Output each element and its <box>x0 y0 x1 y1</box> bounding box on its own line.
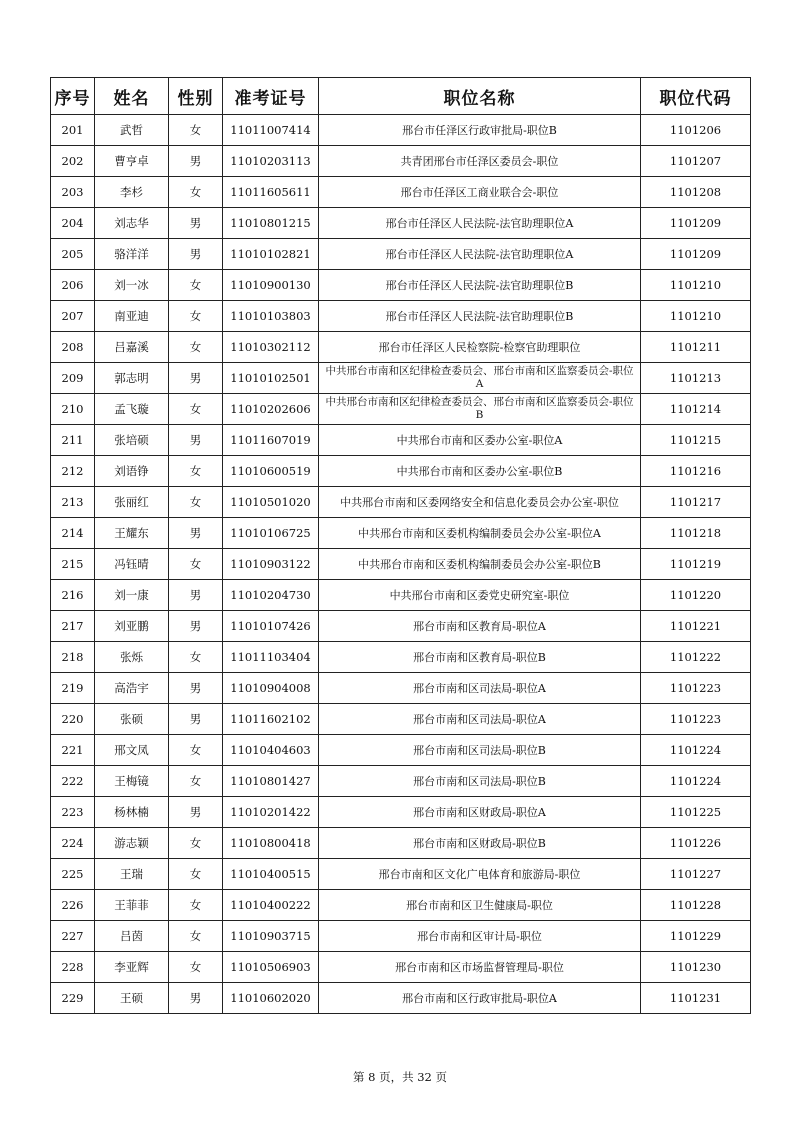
gender-cell: 女 <box>169 115 223 146</box>
position-name-cell: 中共邢台市南和区委机构编制委员会办公室-职位A <box>319 518 641 549</box>
table-row <box>51 797 751 828</box>
document-page <box>50 77 751 1014</box>
name-cell: 王硕 <box>95 983 169 1014</box>
table-row <box>51 921 751 952</box>
name-cell: 南亚迪 <box>95 301 169 332</box>
header-serial: 序号 <box>51 78 95 115</box>
position-code-cell: 1101218 <box>641 518 751 549</box>
position-name-cell: 邢台市任泽区工商业联合会-职位 <box>319 177 641 208</box>
serial-cell: 213 <box>51 487 95 518</box>
gender-cell: 女 <box>169 487 223 518</box>
gender-cell: 女 <box>169 456 223 487</box>
table-row <box>51 394 751 425</box>
position-code-cell: 1101209 <box>641 208 751 239</box>
table-row <box>51 890 751 921</box>
position-name-cell: 中共邢台市南和区纪律检查委员会、邢台市南和区监察委员会-职位B <box>319 394 641 425</box>
position-code-cell: 1101227 <box>641 859 751 890</box>
serial-cell: 224 <box>51 828 95 859</box>
page-footer: 第 8 页，共 32 页 <box>352 1070 448 1084</box>
serial-cell: 209 <box>51 363 95 394</box>
position-name-cell: 中共邢台市南和区纪律检查委员会、邢台市南和区监察委员会-职位A <box>319 363 641 394</box>
position-code-cell: 1101220 <box>641 580 751 611</box>
table-row <box>51 611 751 642</box>
exam-id-cell: 11011602102 <box>223 704 319 735</box>
name-cell: 张培硕 <box>95 425 169 456</box>
position-name-cell: 中共邢台市南和区委党史研究室-职位 <box>319 580 641 611</box>
position-name-cell: 邢台市南和区司法局-职位B <box>319 766 641 797</box>
exam-id-cell: 11010107426 <box>223 611 319 642</box>
name-cell: 吕茵 <box>95 921 169 952</box>
serial-cell: 206 <box>51 270 95 301</box>
serial-cell: 216 <box>51 580 95 611</box>
name-cell: 孟飞璇 <box>95 394 169 425</box>
position-code-cell: 1101214 <box>641 394 751 425</box>
table-row <box>51 673 751 704</box>
position-name-cell: 邢台市任泽区人民法院-法官助理职位A <box>319 239 641 270</box>
table-row <box>51 580 751 611</box>
table-row <box>51 456 751 487</box>
exam-id-cell: 11010203113 <box>223 146 319 177</box>
name-cell: 李杉 <box>95 177 169 208</box>
table-row <box>51 115 751 146</box>
exam-id-cell: 11010404603 <box>223 735 319 766</box>
position-name-cell: 邢台市南和区审计局-职位 <box>319 921 641 952</box>
table-row <box>51 766 751 797</box>
serial-cell: 211 <box>51 425 95 456</box>
name-cell: 刘志华 <box>95 208 169 239</box>
position-name-cell: 邢台市南和区司法局-职位A <box>319 704 641 735</box>
position-code-cell: 1101217 <box>641 487 751 518</box>
exam-id-cell: 11011607019 <box>223 425 319 456</box>
gender-cell: 女 <box>169 301 223 332</box>
table-row <box>51 735 751 766</box>
gender-cell: 女 <box>169 766 223 797</box>
position-code-cell: 1101223 <box>641 673 751 704</box>
header-exam-id: 准考证号 <box>223 78 319 115</box>
serial-cell: 214 <box>51 518 95 549</box>
name-cell: 刘亚鹏 <box>95 611 169 642</box>
serial-cell: 225 <box>51 859 95 890</box>
position-name-cell: 邢台市任泽区人民法院-法官助理职位B <box>319 301 641 332</box>
position-code-cell: 1101224 <box>641 766 751 797</box>
name-cell: 张硕 <box>95 704 169 735</box>
gender-cell: 男 <box>169 580 223 611</box>
gender-cell: 女 <box>169 177 223 208</box>
position-code-cell: 1101224 <box>641 735 751 766</box>
exam-id-cell: 11011605611 <box>223 177 319 208</box>
exam-id-cell: 11010201422 <box>223 797 319 828</box>
table-row <box>51 642 751 673</box>
gender-cell: 女 <box>169 332 223 363</box>
table-row <box>51 146 751 177</box>
position-name-cell: 邢台市南和区文化广电体育和旅游局-职位 <box>319 859 641 890</box>
name-cell: 李亚辉 <box>95 952 169 983</box>
serial-cell: 201 <box>51 115 95 146</box>
gender-cell: 男 <box>169 673 223 704</box>
exam-id-cell: 11011103404 <box>223 642 319 673</box>
position-code-cell: 1101231 <box>641 983 751 1014</box>
exam-id-cell: 11010600519 <box>223 456 319 487</box>
exam-id-cell: 11010903715 <box>223 921 319 952</box>
gender-cell: 男 <box>169 704 223 735</box>
exam-id-cell: 11010204730 <box>223 580 319 611</box>
position-code-cell: 1101211 <box>641 332 751 363</box>
position-code-cell: 1101222 <box>641 642 751 673</box>
gender-cell: 男 <box>169 208 223 239</box>
name-cell: 刘一康 <box>95 580 169 611</box>
gender-cell: 男 <box>169 425 223 456</box>
table-header-row <box>51 78 751 115</box>
position-name-cell: 共青团邢台市任泽区委员会-职位 <box>319 146 641 177</box>
header-name: 姓名 <box>95 78 169 115</box>
table-row <box>51 270 751 301</box>
position-code-cell: 1101208 <box>641 177 751 208</box>
position-code-cell: 1101228 <box>641 890 751 921</box>
exam-id-cell: 11010800418 <box>223 828 319 859</box>
position-code-cell: 1101210 <box>641 301 751 332</box>
gender-cell: 女 <box>169 859 223 890</box>
serial-cell: 219 <box>51 673 95 704</box>
exam-id-cell: 11010506903 <box>223 952 319 983</box>
serial-cell: 210 <box>51 394 95 425</box>
serial-cell: 228 <box>51 952 95 983</box>
name-cell: 王耀东 <box>95 518 169 549</box>
name-cell: 张丽红 <box>95 487 169 518</box>
position-name-cell: 邢台市南和区卫生健康局-职位 <box>319 890 641 921</box>
position-code-cell: 1101209 <box>641 239 751 270</box>
gender-cell: 男 <box>169 239 223 270</box>
exam-id-cell: 11010106725 <box>223 518 319 549</box>
serial-cell: 203 <box>51 177 95 208</box>
exam-id-cell: 11010904008 <box>223 673 319 704</box>
position-code-cell: 1101210 <box>641 270 751 301</box>
position-name-cell: 中共邢台市南和区委办公室-职位B <box>319 456 641 487</box>
position-code-cell: 1101215 <box>641 425 751 456</box>
serial-cell: 221 <box>51 735 95 766</box>
name-cell: 骆洋洋 <box>95 239 169 270</box>
exam-id-cell: 11010501020 <box>223 487 319 518</box>
name-cell: 王瑞 <box>95 859 169 890</box>
exam-id-cell: 11011007414 <box>223 115 319 146</box>
name-cell: 杨林楠 <box>95 797 169 828</box>
position-name-cell: 邢台市南和区行政审批局-职位A <box>319 983 641 1014</box>
serial-cell: 227 <box>51 921 95 952</box>
table-row <box>51 549 751 580</box>
position-code-cell: 1101219 <box>641 549 751 580</box>
exam-id-cell: 11010900130 <box>223 270 319 301</box>
serial-cell: 226 <box>51 890 95 921</box>
gender-cell: 男 <box>169 518 223 549</box>
serial-cell: 215 <box>51 549 95 580</box>
name-cell: 邢文凤 <box>95 735 169 766</box>
exam-id-cell: 11010400222 <box>223 890 319 921</box>
serial-cell: 218 <box>51 642 95 673</box>
gender-cell: 男 <box>169 983 223 1014</box>
gender-cell: 女 <box>169 394 223 425</box>
position-name-cell: 邢台市任泽区行政审批局-职位B <box>319 115 641 146</box>
gender-cell: 男 <box>169 797 223 828</box>
table-row <box>51 983 751 1014</box>
table-row <box>51 239 751 270</box>
position-code-cell: 1101213 <box>641 363 751 394</box>
gender-cell: 女 <box>169 828 223 859</box>
gender-cell: 女 <box>169 642 223 673</box>
table-row <box>51 952 751 983</box>
gender-cell: 男 <box>169 146 223 177</box>
position-name-cell: 中共邢台市南和区委办公室-职位A <box>319 425 641 456</box>
position-code-cell: 1101206 <box>641 115 751 146</box>
exam-id-cell: 11010801427 <box>223 766 319 797</box>
position-name-cell: 中共邢台市南和区委网络安全和信息化委员会办公室-职位 <box>319 487 641 518</box>
position-code-cell: 1101223 <box>641 704 751 735</box>
name-cell: 王梅镜 <box>95 766 169 797</box>
table-row <box>51 859 751 890</box>
position-name-cell: 邢台市南和区教育局-职位B <box>319 642 641 673</box>
table-row <box>51 332 751 363</box>
gender-cell: 女 <box>169 952 223 983</box>
exam-id-cell: 11010102501 <box>223 363 319 394</box>
gender-cell: 女 <box>169 921 223 952</box>
exam-id-cell: 11010903122 <box>223 549 319 580</box>
position-name-cell: 邢台市南和区市场监督管理局-职位 <box>319 952 641 983</box>
table-row <box>51 828 751 859</box>
position-name-cell: 邢台市任泽区人民检察院-检察官助理职位 <box>319 332 641 363</box>
position-code-cell: 1101216 <box>641 456 751 487</box>
serial-cell: 223 <box>51 797 95 828</box>
exam-id-cell: 11010103803 <box>223 301 319 332</box>
name-cell: 张烁 <box>95 642 169 673</box>
name-cell: 吕嘉溪 <box>95 332 169 363</box>
name-cell: 刘一冰 <box>95 270 169 301</box>
table-row <box>51 518 751 549</box>
position-code-cell: 1101225 <box>641 797 751 828</box>
position-name-cell: 邢台市任泽区人民法院-法官助理职位B <box>319 270 641 301</box>
table-body <box>51 115 751 1014</box>
table-row <box>51 301 751 332</box>
name-cell: 高浩宇 <box>95 673 169 704</box>
table-row <box>51 208 751 239</box>
gender-cell: 女 <box>169 270 223 301</box>
position-name-cell: 邢台市南和区司法局-职位B <box>319 735 641 766</box>
position-name-cell: 中共邢台市南和区委机构编制委员会办公室-职位B <box>319 549 641 580</box>
serial-cell: 204 <box>51 208 95 239</box>
serial-cell: 208 <box>51 332 95 363</box>
position-code-cell: 1101229 <box>641 921 751 952</box>
exam-id-cell: 11010400515 <box>223 859 319 890</box>
gender-cell: 女 <box>169 549 223 580</box>
serial-cell: 222 <box>51 766 95 797</box>
exam-id-cell: 11010801215 <box>223 208 319 239</box>
table-row <box>51 425 751 456</box>
position-name-cell: 邢台市任泽区人民法院-法官助理职位A <box>319 208 641 239</box>
serial-cell: 229 <box>51 983 95 1014</box>
name-cell: 游志颖 <box>95 828 169 859</box>
position-code-cell: 1101207 <box>641 146 751 177</box>
table-row <box>51 177 751 208</box>
position-name-cell: 邢台市南和区财政局-职位A <box>319 797 641 828</box>
position-name-cell: 邢台市南和区教育局-职位A <box>319 611 641 642</box>
applicant-table <box>50 77 751 1014</box>
serial-cell: 205 <box>51 239 95 270</box>
name-cell: 王菲菲 <box>95 890 169 921</box>
header-position-name: 职位名称 <box>319 78 641 115</box>
name-cell: 曹亨卓 <box>95 146 169 177</box>
gender-cell: 女 <box>169 890 223 921</box>
position-code-cell: 1101226 <box>641 828 751 859</box>
serial-cell: 212 <box>51 456 95 487</box>
table-row <box>51 487 751 518</box>
position-code-cell: 1101230 <box>641 952 751 983</box>
serial-cell: 220 <box>51 704 95 735</box>
name-cell: 刘语铮 <box>95 456 169 487</box>
name-cell: 郭志明 <box>95 363 169 394</box>
header-position-code: 职位代码 <box>641 78 751 115</box>
gender-cell: 男 <box>169 363 223 394</box>
gender-cell: 男 <box>169 611 223 642</box>
exam-id-cell: 11010302112 <box>223 332 319 363</box>
gender-cell: 女 <box>169 735 223 766</box>
exam-id-cell: 11010202606 <box>223 394 319 425</box>
position-code-cell: 1101221 <box>641 611 751 642</box>
name-cell: 冯钰晴 <box>95 549 169 580</box>
table-row <box>51 704 751 735</box>
serial-cell: 207 <box>51 301 95 332</box>
position-name-cell: 邢台市南和区财政局-职位B <box>319 828 641 859</box>
serial-cell: 202 <box>51 146 95 177</box>
exam-id-cell: 11010102821 <box>223 239 319 270</box>
serial-cell: 217 <box>51 611 95 642</box>
table-row <box>51 363 751 394</box>
name-cell: 武哲 <box>95 115 169 146</box>
header-gender: 性别 <box>169 78 223 115</box>
exam-id-cell: 11010602020 <box>223 983 319 1014</box>
position-name-cell: 邢台市南和区司法局-职位A <box>319 673 641 704</box>
